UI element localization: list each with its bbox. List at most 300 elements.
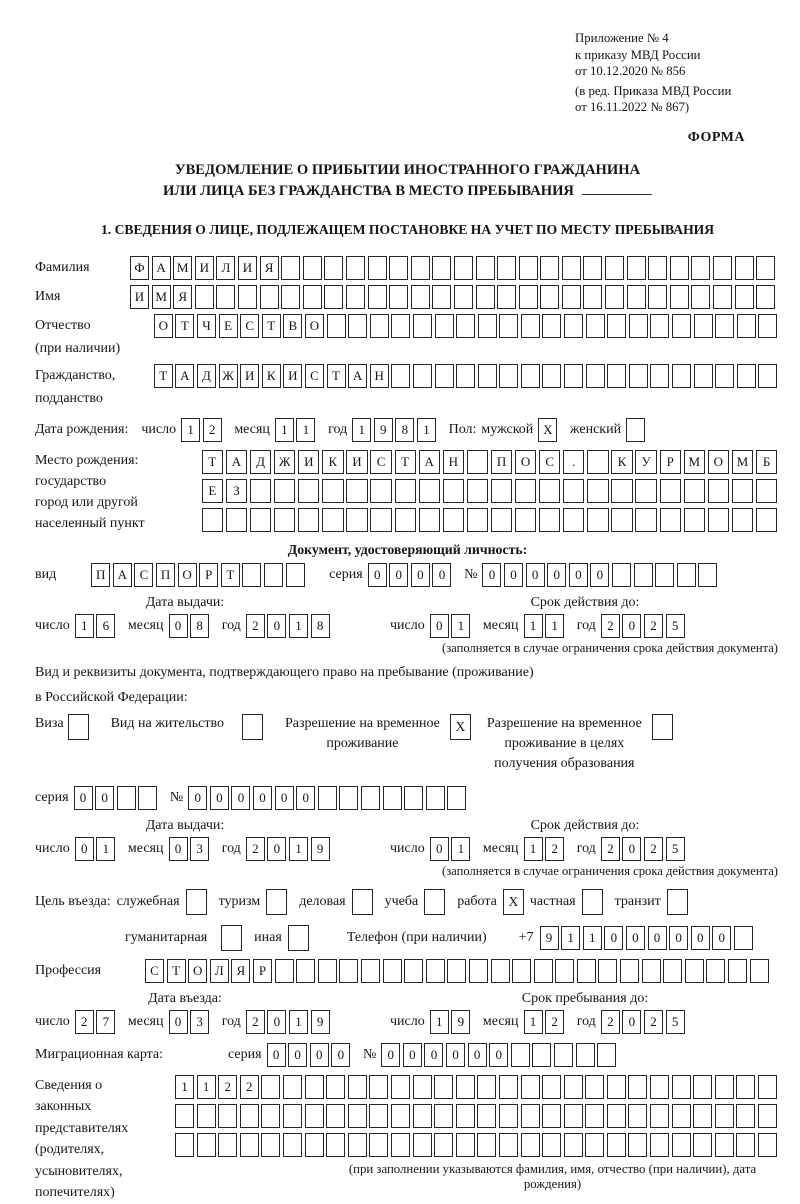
char-box[interactable] [413, 1104, 432, 1128]
char-box[interactable] [598, 959, 617, 983]
char-box[interactable] [326, 1133, 345, 1157]
char-box[interactable]: И [240, 364, 259, 388]
char-box[interactable]: 0 [604, 926, 623, 950]
char-box[interactable] [642, 959, 661, 983]
char-box[interactable]: 1 [583, 926, 602, 950]
char-box[interactable] [467, 508, 488, 532]
char-box[interactable]: О [305, 314, 324, 338]
char-box[interactable] [298, 508, 319, 532]
char-box[interactable] [305, 1133, 324, 1157]
char-box[interactable] [562, 285, 581, 309]
char-box[interactable]: И [238, 256, 257, 280]
char-box[interactable]: О [515, 450, 536, 474]
char-box[interactable] [758, 364, 777, 388]
char-box[interactable] [391, 314, 410, 338]
char-box[interactable] [735, 285, 754, 309]
char-box[interactable]: 3 [190, 837, 209, 861]
char-box[interactable] [563, 508, 584, 532]
char-box[interactable] [539, 479, 560, 503]
char-box[interactable] [346, 479, 367, 503]
char-box[interactable] [369, 1075, 388, 1099]
char-box[interactable] [756, 256, 775, 280]
char-box[interactable]: А [113, 563, 132, 587]
char-box[interactable] [648, 285, 667, 309]
char-box[interactable] [413, 314, 432, 338]
char-box[interactable] [564, 314, 583, 338]
char-box[interactable] [476, 256, 495, 280]
char-box[interactable]: 1 [289, 837, 308, 861]
char-box[interactable] [655, 563, 674, 587]
char-box[interactable]: 5 [666, 837, 685, 861]
char-box[interactable] [758, 1075, 777, 1099]
char-box[interactable] [283, 1104, 302, 1128]
char-box[interactable] [389, 256, 408, 280]
char-box[interactable] [597, 1043, 616, 1067]
char-box[interactable]: 2 [240, 1075, 259, 1099]
char-box[interactable]: 1 [430, 1010, 449, 1034]
char-box[interactable]: Т [154, 364, 173, 388]
char-box[interactable]: 9 [374, 418, 393, 442]
char-box[interactable]: У [635, 450, 656, 474]
char-box[interactable] [499, 314, 518, 338]
char-box[interactable] [286, 563, 305, 587]
char-box[interactable] [361, 959, 380, 983]
char-box[interactable]: И [283, 364, 302, 388]
sex-female-checkbox[interactable] [626, 418, 645, 442]
char-box[interactable] [521, 1104, 540, 1128]
char-box[interactable] [648, 256, 667, 280]
char-box[interactable]: 2 [75, 1010, 94, 1034]
char-box[interactable] [605, 256, 624, 280]
char-box[interactable]: 2 [545, 1010, 564, 1034]
char-box[interactable] [411, 256, 430, 280]
char-box[interactable]: 1 [289, 614, 308, 638]
char-box[interactable]: 0 [504, 563, 523, 587]
char-box[interactable]: Ч [197, 314, 216, 338]
char-box[interactable] [497, 256, 516, 280]
char-box[interactable]: 0 [74, 786, 93, 810]
char-box[interactable] [758, 1104, 777, 1128]
char-box[interactable]: И [195, 256, 214, 280]
char-box[interactable] [369, 1104, 388, 1128]
char-box[interactable] [512, 959, 531, 983]
char-box[interactable]: 0 [489, 1043, 508, 1067]
char-box[interactable]: 1 [352, 418, 371, 442]
char-box[interactable] [670, 285, 689, 309]
char-box[interactable] [478, 364, 497, 388]
char-box[interactable] [677, 563, 696, 587]
char-box[interactable] [411, 285, 430, 309]
char-box[interactable] [275, 959, 294, 983]
char-box[interactable] [735, 256, 754, 280]
char-box[interactable]: 0 [267, 837, 286, 861]
char-box[interactable] [728, 959, 747, 983]
char-box[interactable] [650, 314, 669, 338]
char-box[interactable] [240, 1133, 259, 1157]
char-box[interactable] [511, 1043, 530, 1067]
char-box[interactable] [628, 1075, 647, 1099]
char-box[interactable]: О [178, 563, 197, 587]
char-box[interactable] [715, 1133, 734, 1157]
char-box[interactable]: 0 [267, 1010, 286, 1034]
char-box[interactable] [650, 1133, 669, 1157]
char-box[interactable]: 2 [203, 418, 222, 442]
char-box[interactable] [346, 508, 367, 532]
char-box[interactable] [434, 1104, 453, 1128]
char-box[interactable] [499, 1104, 518, 1128]
char-box[interactable] [391, 1104, 410, 1128]
char-box[interactable] [620, 959, 639, 983]
char-box[interactable]: М [173, 256, 192, 280]
char-box[interactable] [216, 285, 235, 309]
char-box[interactable] [750, 959, 769, 983]
char-box[interactable] [434, 1075, 453, 1099]
char-box[interactable]: 0 [403, 1043, 422, 1067]
char-box[interactable]: 2 [644, 837, 663, 861]
char-box[interactable] [368, 285, 387, 309]
char-box[interactable] [240, 1104, 259, 1128]
char-box[interactable] [684, 479, 705, 503]
char-box[interactable] [521, 1075, 540, 1099]
char-box[interactable]: Ф [130, 256, 149, 280]
char-box[interactable] [281, 256, 300, 280]
visa-checkbox[interactable] [68, 714, 89, 740]
char-box[interactable] [605, 285, 624, 309]
char-box[interactable] [426, 786, 445, 810]
char-box[interactable] [339, 786, 358, 810]
char-box[interactable] [435, 314, 454, 338]
char-box[interactable] [670, 256, 689, 280]
char-box[interactable]: 0 [432, 563, 451, 587]
char-box[interactable]: П [491, 450, 512, 474]
char-box[interactable]: 1 [545, 614, 564, 638]
char-box[interactable] [434, 1133, 453, 1157]
char-box[interactable] [348, 314, 367, 338]
char-box[interactable] [369, 1133, 388, 1157]
purpose-study-checkbox[interactable] [424, 889, 445, 915]
char-box[interactable] [534, 959, 553, 983]
char-box[interactable]: 0 [590, 563, 609, 587]
char-box[interactable] [736, 1104, 755, 1128]
char-box[interactable] [476, 285, 495, 309]
char-box[interactable]: Т [262, 314, 281, 338]
char-box[interactable] [611, 508, 632, 532]
char-box[interactable] [281, 285, 300, 309]
char-box[interactable]: 9 [311, 837, 330, 861]
char-box[interactable] [419, 508, 440, 532]
char-box[interactable] [607, 1133, 626, 1157]
char-box[interactable] [432, 256, 451, 280]
char-box[interactable] [515, 479, 536, 503]
char-box[interactable]: С [134, 563, 153, 587]
char-box[interactable] [612, 563, 631, 587]
char-box[interactable] [539, 508, 560, 532]
char-box[interactable] [693, 1104, 712, 1128]
char-box[interactable] [138, 786, 157, 810]
char-box[interactable] [226, 508, 247, 532]
char-box[interactable] [577, 959, 596, 983]
char-box[interactable] [456, 314, 475, 338]
char-box[interactable] [521, 314, 540, 338]
char-box[interactable]: О [708, 450, 729, 474]
char-box[interactable] [426, 959, 445, 983]
char-box[interactable] [585, 1104, 604, 1128]
char-box[interactable]: 0 [482, 563, 501, 587]
char-box[interactable] [303, 256, 322, 280]
char-box[interactable] [117, 786, 136, 810]
char-box[interactable]: Д [250, 450, 271, 474]
char-box[interactable] [736, 1075, 755, 1099]
char-box[interactable]: 0 [411, 563, 430, 587]
char-box[interactable]: 2 [601, 837, 620, 861]
char-box[interactable] [202, 508, 223, 532]
char-box[interactable] [691, 285, 710, 309]
char-box[interactable]: 2 [246, 1010, 265, 1034]
char-box[interactable]: О [188, 959, 207, 983]
char-box[interactable] [491, 508, 512, 532]
char-box[interactable]: 2 [601, 614, 620, 638]
char-box[interactable] [250, 479, 271, 503]
char-box[interactable]: Р [253, 959, 272, 983]
char-box[interactable] [370, 508, 391, 532]
char-box[interactable] [627, 256, 646, 280]
char-box[interactable] [419, 479, 440, 503]
char-box[interactable]: 0 [547, 563, 566, 587]
char-box[interactable] [218, 1133, 237, 1157]
char-box[interactable] [635, 508, 656, 532]
char-box[interactable] [555, 959, 574, 983]
char-box[interactable] [395, 479, 416, 503]
char-box[interactable]: Ж [274, 450, 295, 474]
char-box[interactable] [261, 1104, 280, 1128]
char-box[interactable] [432, 285, 451, 309]
char-box[interactable] [274, 479, 295, 503]
char-box[interactable]: 0 [669, 926, 688, 950]
residence-permit-checkbox[interactable] [242, 714, 263, 740]
char-box[interactable] [491, 959, 510, 983]
char-box[interactable]: 0 [381, 1043, 400, 1067]
char-box[interactable] [391, 1133, 410, 1157]
char-box[interactable]: 6 [96, 614, 115, 638]
char-box[interactable]: 1 [561, 926, 580, 950]
char-box[interactable]: 0 [231, 786, 250, 810]
char-box[interactable] [607, 1104, 626, 1128]
char-box[interactable] [564, 1133, 583, 1157]
char-box[interactable]: М [732, 450, 753, 474]
char-box[interactable]: 3 [190, 1010, 209, 1034]
char-box[interactable] [519, 285, 538, 309]
char-box[interactable]: 0 [622, 1010, 641, 1034]
char-box[interactable]: 0 [296, 786, 315, 810]
char-box[interactable]: Т [395, 450, 416, 474]
char-box[interactable] [260, 285, 279, 309]
char-box[interactable]: . [563, 450, 584, 474]
char-box[interactable]: Д [197, 364, 216, 388]
char-box[interactable] [515, 508, 536, 532]
char-box[interactable] [576, 1043, 595, 1067]
char-box[interactable] [684, 508, 705, 532]
char-box[interactable] [467, 479, 488, 503]
char-box[interactable]: 0 [331, 1043, 350, 1067]
char-box[interactable] [175, 1104, 194, 1128]
char-box[interactable] [348, 1104, 367, 1128]
char-box[interactable] [296, 959, 315, 983]
purpose-humanitarian-checkbox[interactable] [221, 925, 242, 951]
char-box[interactable] [542, 1133, 561, 1157]
char-box[interactable] [491, 479, 512, 503]
char-box[interactable] [175, 1133, 194, 1157]
char-box[interactable] [242, 563, 261, 587]
char-box[interactable] [562, 256, 581, 280]
char-box[interactable] [250, 508, 271, 532]
char-box[interactable] [734, 926, 753, 950]
char-box[interactable] [586, 314, 605, 338]
char-box[interactable] [693, 1133, 712, 1157]
char-box[interactable]: 1 [197, 1075, 216, 1099]
char-box[interactable] [627, 285, 646, 309]
char-box[interactable]: 2 [644, 1010, 663, 1034]
char-box[interactable] [339, 959, 358, 983]
char-box[interactable] [435, 364, 454, 388]
char-box[interactable]: Н [443, 450, 464, 474]
char-box[interactable]: 8 [395, 418, 414, 442]
char-box[interactable]: Н [370, 364, 389, 388]
char-box[interactable] [732, 508, 753, 532]
char-box[interactable]: А [226, 450, 247, 474]
char-box[interactable]: 0 [275, 786, 294, 810]
char-box[interactable]: И [130, 285, 149, 309]
char-box[interactable]: 0 [389, 563, 408, 587]
char-box[interactable] [346, 285, 365, 309]
char-box[interactable]: 1 [417, 418, 436, 442]
char-box[interactable]: 2 [644, 614, 663, 638]
char-box[interactable]: В [283, 314, 302, 338]
char-box[interactable] [650, 364, 669, 388]
char-box[interactable] [197, 1104, 216, 1128]
char-box[interactable]: 9 [540, 926, 559, 950]
sex-male-checkbox[interactable]: X [538, 418, 557, 442]
char-box[interactable] [404, 786, 423, 810]
char-box[interactable]: 0 [712, 926, 731, 950]
char-box[interactable]: С [305, 364, 324, 388]
char-box[interactable] [413, 364, 432, 388]
char-box[interactable] [672, 1104, 691, 1128]
char-box[interactable]: 0 [288, 1043, 307, 1067]
char-box[interactable] [454, 256, 473, 280]
char-box[interactable] [477, 1075, 496, 1099]
char-box[interactable]: 0 [169, 614, 188, 638]
char-box[interactable]: Ж [219, 364, 238, 388]
char-box[interactable] [361, 786, 380, 810]
char-box[interactable]: Т [221, 563, 240, 587]
char-box[interactable] [370, 479, 391, 503]
char-box[interactable] [389, 285, 408, 309]
char-box[interactable]: 9 [311, 1010, 330, 1034]
char-box[interactable] [497, 285, 516, 309]
char-box[interactable]: 0 [622, 837, 641, 861]
char-box[interactable]: 1 [96, 837, 115, 861]
char-box[interactable] [383, 786, 402, 810]
purpose-private-checkbox[interactable] [582, 889, 603, 915]
char-box[interactable] [663, 959, 682, 983]
char-box[interactable]: 1 [451, 614, 470, 638]
char-box[interactable]: 0 [267, 614, 286, 638]
char-box[interactable] [554, 1043, 573, 1067]
char-box[interactable]: 5 [666, 614, 685, 638]
char-box[interactable] [564, 1104, 583, 1128]
char-box[interactable]: 0 [691, 926, 710, 950]
char-box[interactable]: Р [660, 450, 681, 474]
char-box[interactable]: 0 [253, 786, 272, 810]
char-box[interactable]: 9 [451, 1010, 470, 1034]
char-box[interactable]: 1 [181, 418, 200, 442]
char-box[interactable] [370, 314, 389, 338]
char-box[interactable]: М [684, 450, 705, 474]
char-box[interactable] [283, 1075, 302, 1099]
char-box[interactable] [587, 508, 608, 532]
char-box[interactable]: А [175, 364, 194, 388]
char-box[interactable] [443, 479, 464, 503]
char-box[interactable] [264, 563, 283, 587]
temp-residence-checkbox[interactable]: X [450, 714, 471, 740]
purpose-other-checkbox[interactable] [288, 925, 309, 951]
char-box[interactable]: И [346, 450, 367, 474]
char-box[interactable] [521, 1133, 540, 1157]
char-box[interactable] [583, 256, 602, 280]
char-box[interactable]: Р [199, 563, 218, 587]
char-box[interactable] [456, 1133, 475, 1157]
char-box[interactable] [672, 1133, 691, 1157]
char-box[interactable]: 1 [275, 418, 294, 442]
char-box[interactable] [698, 563, 717, 587]
char-box[interactable] [454, 285, 473, 309]
char-box[interactable]: Я [173, 285, 192, 309]
char-box[interactable]: А [152, 256, 171, 280]
char-box[interactable] [348, 1075, 367, 1099]
char-box[interactable] [660, 479, 681, 503]
char-box[interactable] [611, 479, 632, 503]
char-box[interactable] [303, 285, 322, 309]
char-box[interactable] [456, 364, 475, 388]
char-box[interactable]: 8 [311, 614, 330, 638]
char-box[interactable] [413, 1133, 432, 1157]
char-box[interactable] [274, 508, 295, 532]
char-box[interactable]: 0 [569, 563, 588, 587]
char-box[interactable] [737, 314, 756, 338]
char-box[interactable] [447, 959, 466, 983]
char-box[interactable]: А [419, 450, 440, 474]
char-box[interactable]: Л [216, 256, 235, 280]
char-box[interactable]: 8 [190, 614, 209, 638]
char-box[interactable] [607, 1075, 626, 1099]
char-box[interactable]: 0 [188, 786, 207, 810]
char-box[interactable]: П [156, 563, 175, 587]
char-box[interactable] [195, 285, 214, 309]
char-box[interactable] [348, 1133, 367, 1157]
char-box[interactable] [564, 364, 583, 388]
char-box[interactable] [540, 256, 559, 280]
purpose-work-checkbox[interactable]: X [503, 889, 524, 915]
char-box[interactable] [413, 1075, 432, 1099]
char-box[interactable] [629, 364, 648, 388]
char-box[interactable] [499, 1075, 518, 1099]
char-box[interactable]: 1 [451, 837, 470, 861]
char-box[interactable] [322, 479, 343, 503]
char-box[interactable] [628, 1133, 647, 1157]
char-box[interactable]: К [322, 450, 343, 474]
char-box[interactable] [298, 479, 319, 503]
char-box[interactable] [756, 508, 777, 532]
